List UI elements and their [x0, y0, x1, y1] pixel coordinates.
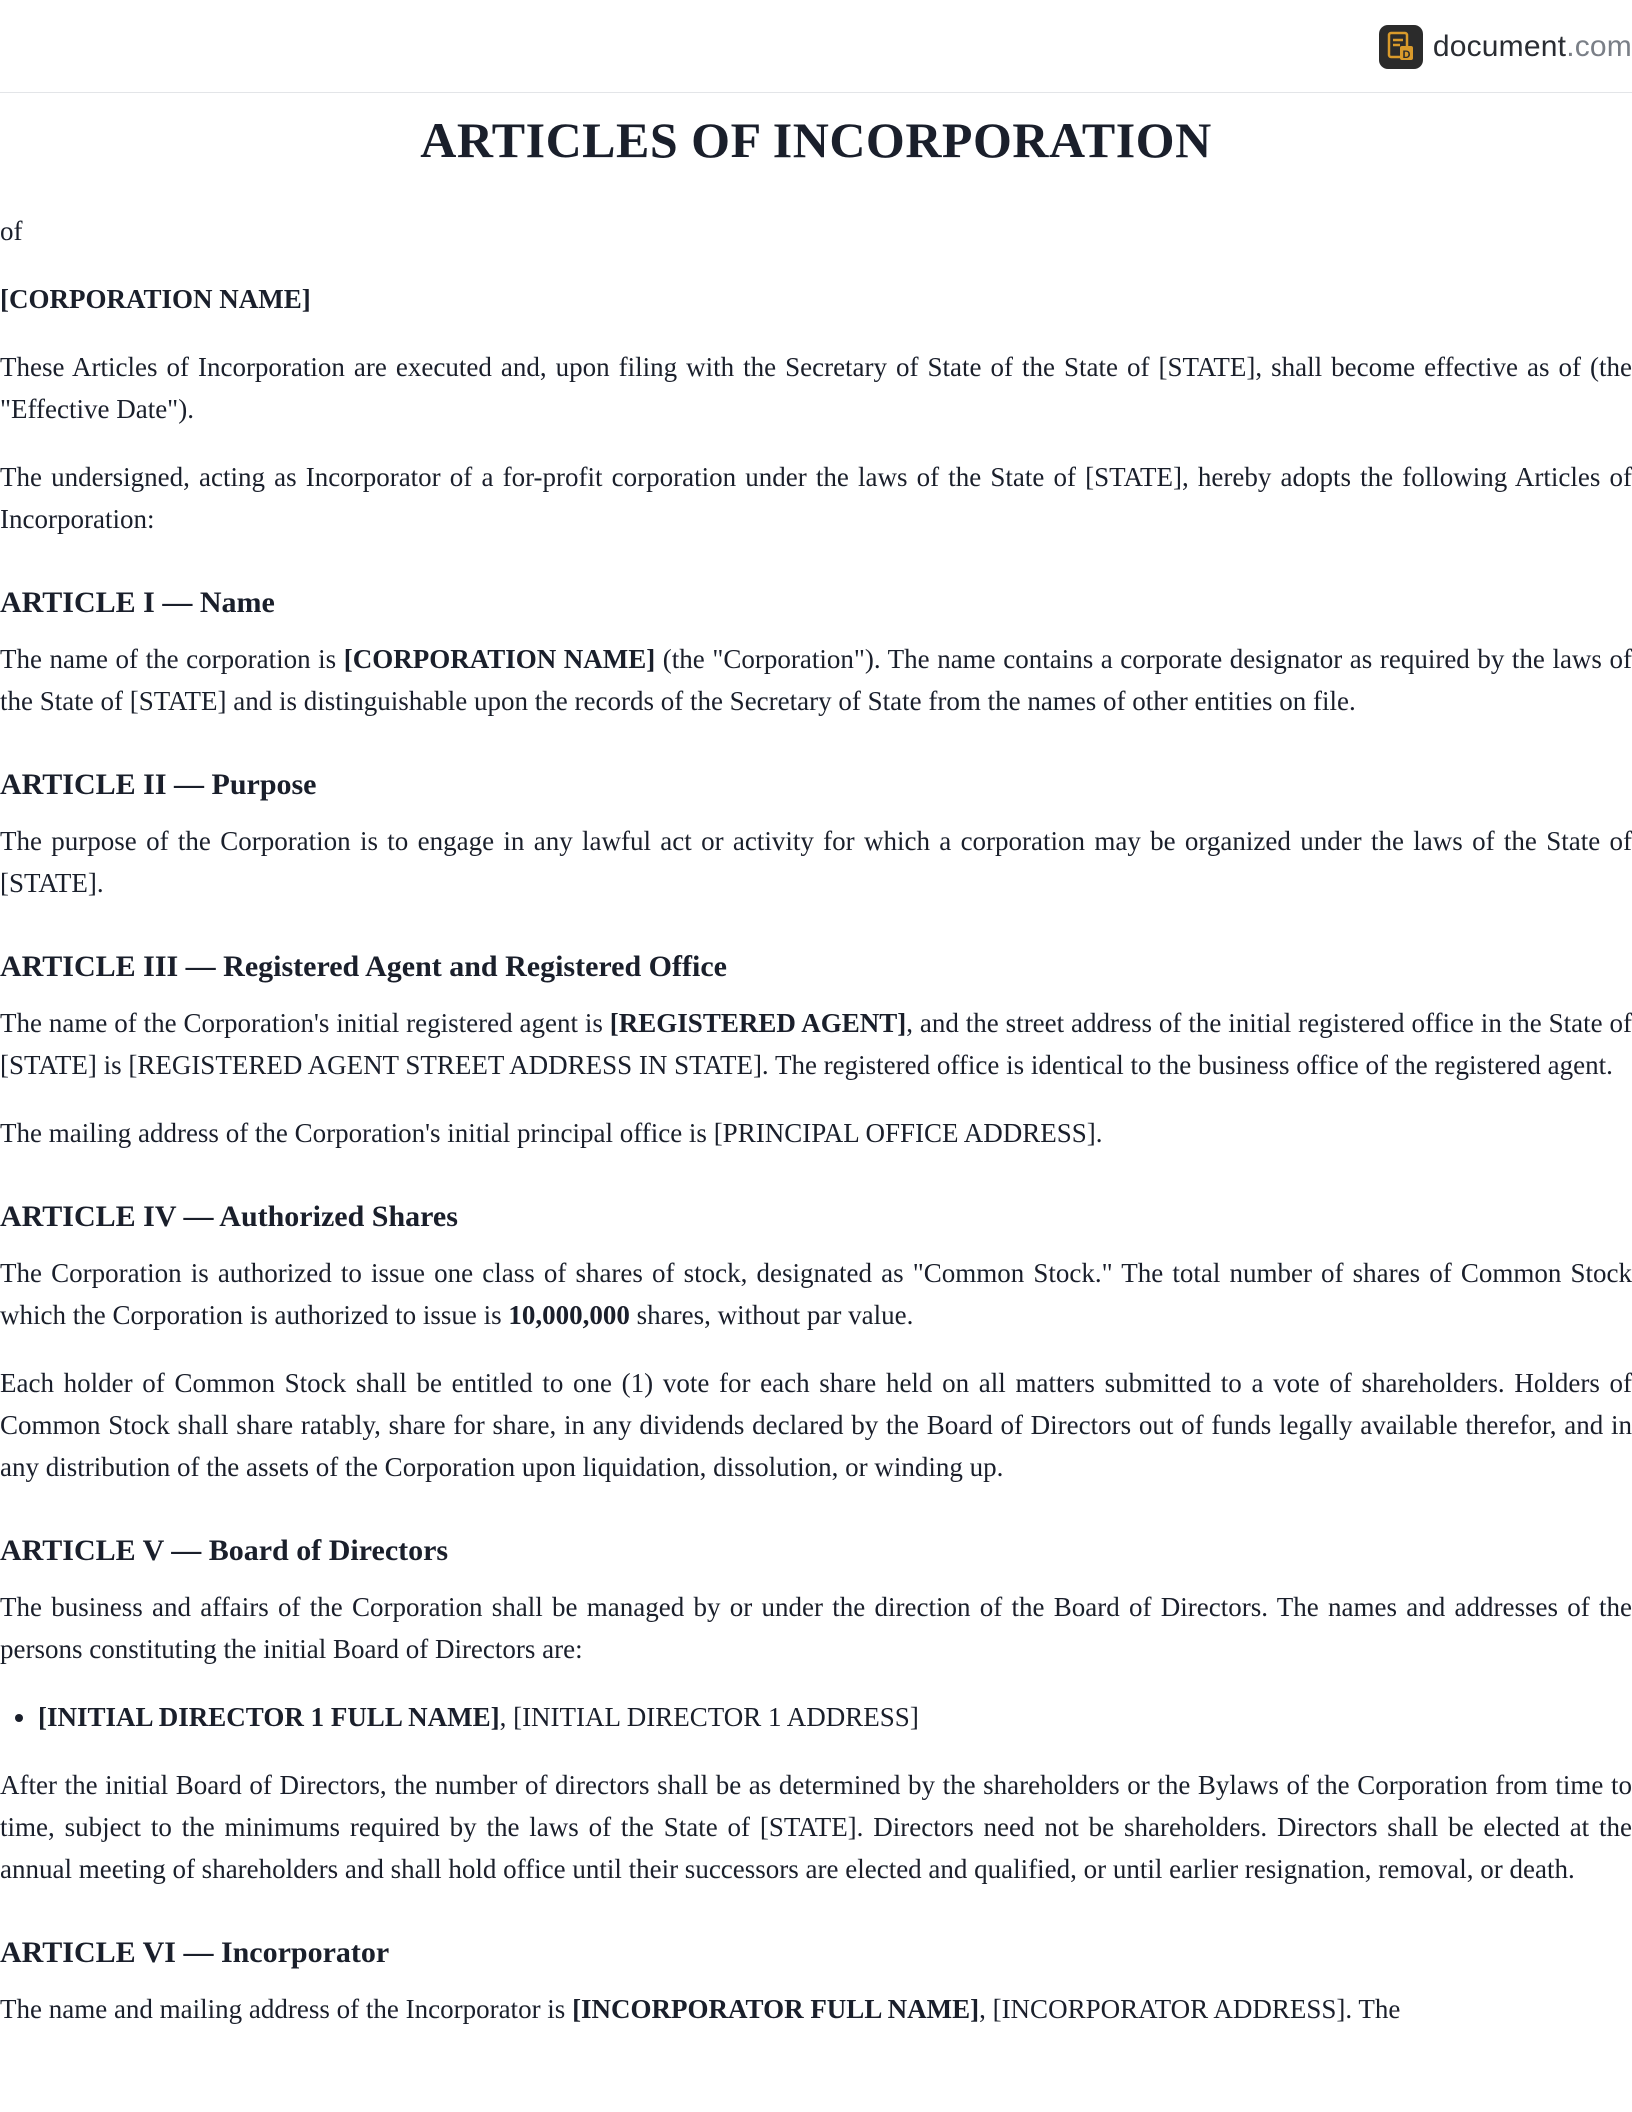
- corporation-name-heading: [CORPORATION NAME]: [0, 284, 311, 314]
- article-6-heading: ARTICLE VI — Incorporator: [0, 1936, 390, 1969]
- article-3-text-a: The name of the Corporation's initial registered agent is: [0, 1008, 610, 1038]
- document-logo-icon: [1379, 25, 1423, 69]
- article-3-paragraph-1: [0, 1002, 1632, 1086]
- article-5-heading: ARTICLE V — Board of Directors: [0, 1534, 449, 1567]
- article-1-text-a: The name of the corporation is: [0, 644, 344, 674]
- article-6-incorporator-name: [INCORPORATOR FULL NAME]: [572, 1994, 980, 2024]
- list-item: [38, 1696, 1632, 1738]
- article-6-text-c: , [INCORPORATOR ADDRESS]. The: [979, 1994, 1401, 2024]
- article-3-text-c: , and the street address of the initial registered office in the State of [STATE] is [REGISTERED AGENT STREET ADDRESS IN STATE]. The registered office is identical to the business office of the registered agent.: [0, 1008, 1632, 1080]
- article-1-paragraph: [0, 638, 1632, 722]
- document-body: [0, 108, 1632, 2030]
- article-4-share-count: 10,000,000: [508, 1300, 630, 1330]
- article-4-text-c: shares, without par value.: [629, 1300, 914, 1330]
- article-1-corp-name: [CORPORATION NAME]: [343, 644, 656, 674]
- article-1-heading: ARTICLE I — Name: [0, 586, 275, 619]
- article-4-heading: ARTICLE IV — Authorized Shares: [0, 1200, 458, 1233]
- article-2-heading: ARTICLE II — Purpose: [0, 768, 317, 801]
- site-header: [0, 0, 1632, 93]
- intro-paragraph-2: The undersigned, acting as Incorporator of a for-profit corporation under the laws of the State of [STATE], hereby adopts the following Articles of Incorporation:: [0, 462, 1632, 534]
- intro-paragraph-1: These Articles of Incorporation are executed and, upon filing with the Secretary of State of the State of [STATE], shall become effective as of (the "Effective Date").: [0, 352, 1632, 424]
- brand-name: document: [1432, 30, 1567, 63]
- article-5-paragraph-1: The business and affairs of the Corporation shall be managed by or under the direction of the Board of Directors. The names and addresses of the persons constituting the initial Board of Directors are:: [0, 1592, 1632, 1664]
- director-address: , [INITIAL DIRECTOR 1 ADDRESS]: [499, 1702, 919, 1732]
- article-6-paragraph: [0, 1988, 1632, 2030]
- document-title: ARTICLES OF INCORPORATION: [420, 112, 1212, 168]
- article-4-text-a: The Corporation is authorized to issue one class of shares of stock, designated as "Common Stock." The total number of shares of Common Stock which the Corporation is authorized to issue is: [0, 1258, 1632, 1330]
- brand-wordmark: [1433, 30, 1632, 64]
- article-5-paragraph-2: After the initial Board of Directors, the number of directors shall be as determined by the shareholders or the Bylaws of the Corporation from time to time, subject to the minimums required by the laws of the State of [STATE]. Directors need not be shareholders. Directors shall be elected at the annual meeting of shareholders and shall hold office until their successors are elected and qualified, or until earlier resignation, removal, or death.: [0, 1770, 1632, 1884]
- article-3-heading: ARTICLE III — Registered Agent and Registered Office: [0, 950, 727, 983]
- article-4-paragraph-2: Each holder of Common Stock shall be entitled to one (1) vote for each share held on all matters submitted to a vote of shareholders. Holders of Common Stock shall share ratably, share for share, in any dividends declared by the Board of Directors out of funds legally available therefor, and in any distribution of the assets of the Corporation upon liquidation, dissolution, or winding up.: [0, 1368, 1632, 1482]
- of-line: of: [0, 216, 23, 246]
- article-2-paragraph: The purpose of the Corporation is to engage in any lawful act or activity for which a corporation may be organized under the laws of the State of [STATE].: [0, 826, 1632, 898]
- article-4-paragraph-1: [0, 1252, 1632, 1336]
- article-3-agent-name: [REGISTERED AGENT]: [609, 1008, 907, 1038]
- brand-tld: .com: [1566, 30, 1632, 63]
- article-3-paragraph-2: The mailing address of the Corporation's initial principal office is [PRINCIPAL OFFICE ADDRESS].: [0, 1118, 1103, 1148]
- svg-text:D: D: [1402, 49, 1411, 61]
- article-6-text-a: The name and mailing address of the Incorporator is: [0, 1994, 573, 2024]
- brand-link[interactable]: [1379, 24, 1632, 70]
- article-1-text-c: (the "Corporation"). The name contains a corporate designator as required by the laws of the State of [STATE] and is distinguishable upon the records of the Secretary of State from the names of other entities on file.: [0, 644, 1632, 716]
- director-name: [INITIAL DIRECTOR 1 FULL NAME]: [38, 1702, 500, 1732]
- director-list: [0, 1696, 1632, 1738]
